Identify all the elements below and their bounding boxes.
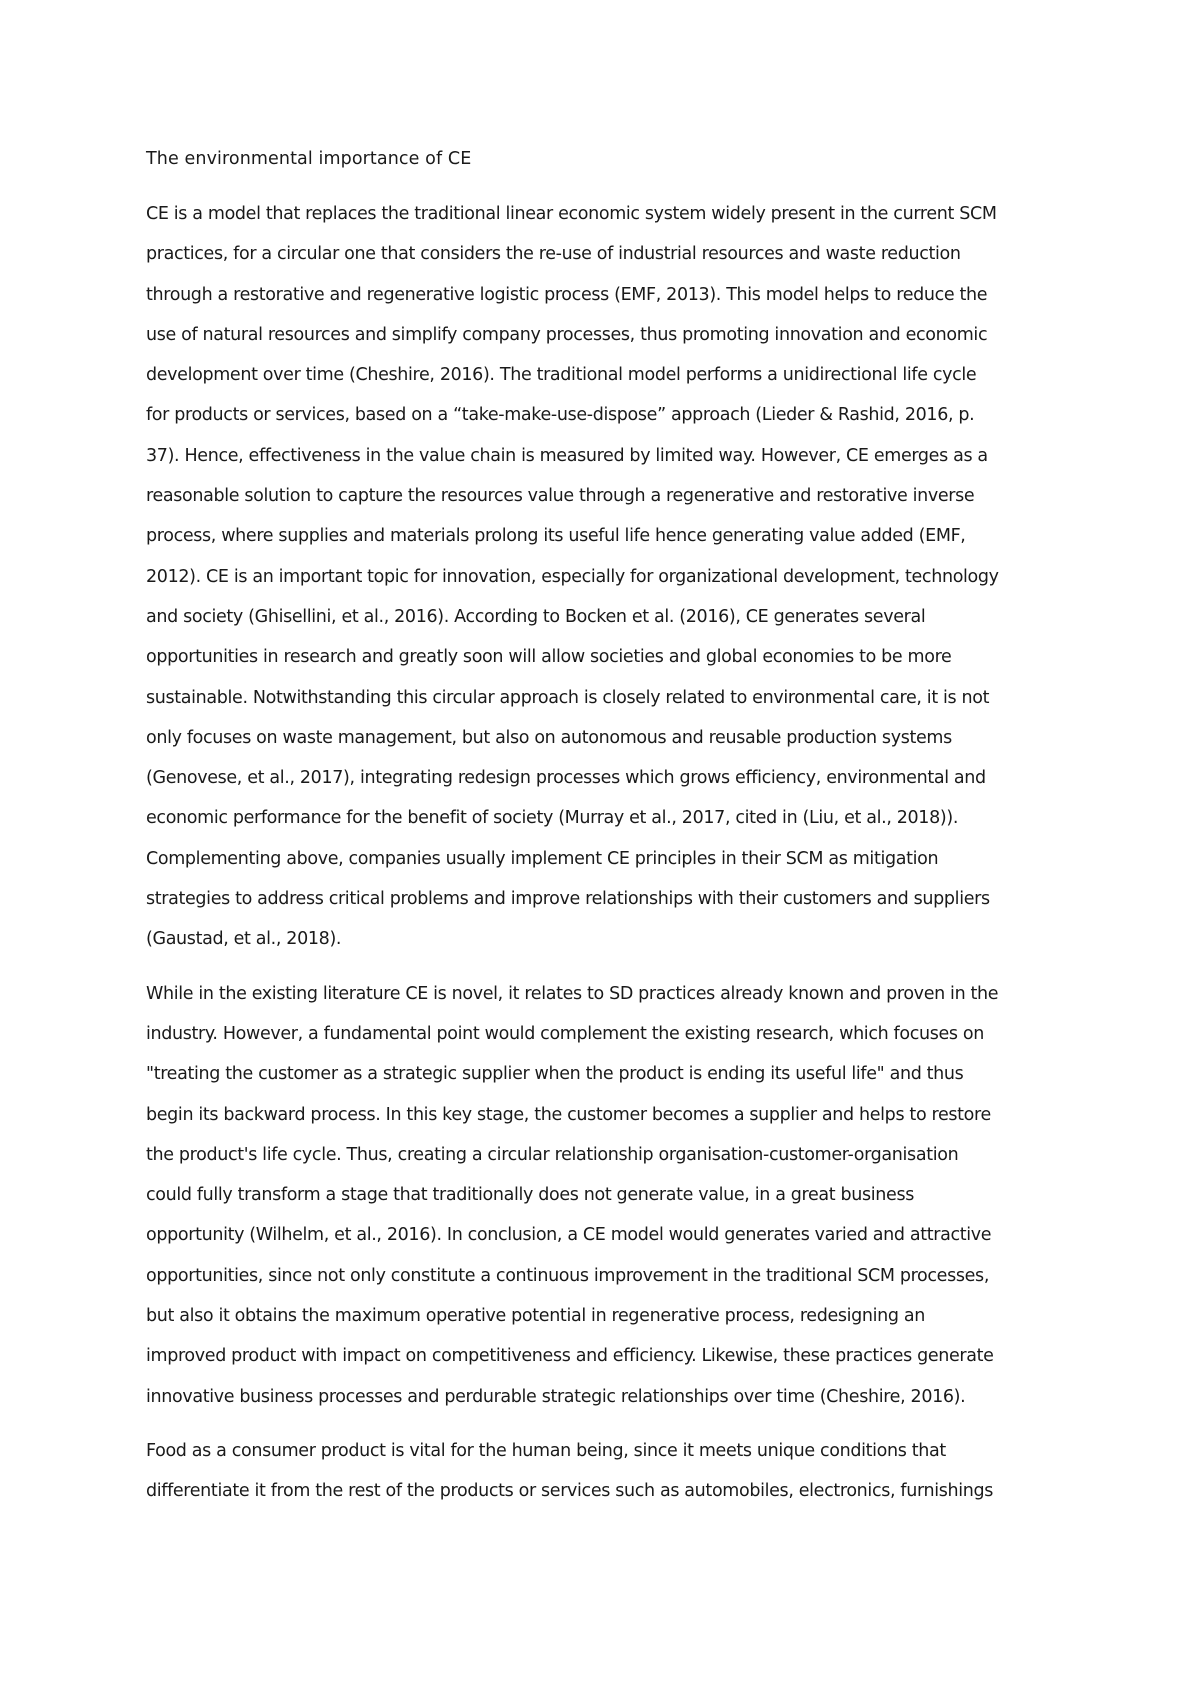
text-line: for products or services, based on a “take-make-use-dispose” approach (Lieder & Rashid, 2016, p. xyxy=(146,405,975,426)
text-line: the product's life cycle. Thus, creating a circular relationship organisation-customer-organisation xyxy=(146,1144,959,1165)
text-line: reasonable solution to capture the resources value through a regenerative and restorative inverse xyxy=(146,486,975,507)
text-line: through a restorative and regenerative logistic process (EMF, 2013). This model helps to reduce the xyxy=(146,284,988,305)
text-line: and society (Ghisellini, et al., 2016). According to Bocken et al. (2016), CE generates several xyxy=(146,606,926,627)
text-line: could fully transform a stage that traditionally does not generate value, in a great business xyxy=(146,1185,914,1206)
text-line: Food as a consumer product is vital for the human being, since it meets unique conditions that xyxy=(146,1440,946,1461)
text-line: development over time (Cheshire, 2016). The traditional model performs a unidirectional life cycle xyxy=(146,365,977,386)
text-line: differentiate it from the rest of the products or services such as automobiles, electronics, furnishings xyxy=(146,1481,994,1502)
text-line: innovative business processes and perdurable strategic relationships over time (Cheshire, 2016). xyxy=(146,1386,966,1407)
paragraphs-container xyxy=(146,194,1071,1512)
text-line: improved product with impact on competitiveness and efficiency. Likewise, these practices generate xyxy=(146,1346,994,1367)
text-line: process, where supplies and materials prolong its useful life hence generating value added (EMF, xyxy=(146,526,966,547)
text-line: Complementing above, companies usually implement CE principles in their SCM as mitigation xyxy=(146,848,939,869)
text-line: practices, for a circular one that considers the re-use of industrial resources and waste reduction xyxy=(146,244,961,265)
paragraph xyxy=(146,974,1071,1417)
text-line: (Genovese, et al., 2017), integrating redesign processes which grows efficiency, environmental and xyxy=(146,768,986,789)
text-line: (Gaustad, et al., 2018). xyxy=(146,929,342,950)
text-line: industry. However, a fundamental point would complement the existing research, which focuses on xyxy=(146,1023,984,1044)
text-line: use of natural resources and simplify company processes, thus promoting innovation and economic xyxy=(146,324,988,345)
paragraph xyxy=(146,1431,1071,1512)
text-line: sustainable. Notwithstanding this circular approach is closely related to environmental care, it is not xyxy=(146,687,990,708)
text-line: but also it obtains the maximum operative potential in regenerative process, redesigning an xyxy=(146,1306,926,1327)
text-line: "treating the customer as a strategic supplier when the product is ending its useful life" and thus xyxy=(146,1064,964,1085)
section-heading: The environmental importance of CE xyxy=(146,149,472,169)
text-line: 37). Hence, effectiveness in the value chain is measured by limited way. However, CE emerges as a xyxy=(146,445,988,466)
text-line: economic performance for the benefit of society (Murray et al., 2017, cited in (Liu, et al., 2018)). xyxy=(146,808,959,829)
text-line: opportunity (Wilhelm, et al., 2016). In conclusion, a CE model would generates varied and attractive xyxy=(146,1225,992,1246)
text-line: CE is a model that replaces the traditional linear economic system widely present in the current SCM xyxy=(146,204,997,224)
text-line: strategies to address critical problems and improve relationships with their customers and suppliers xyxy=(146,889,990,910)
text-line: 2012). CE is an important topic for innovation, especially for organizational development, technology xyxy=(146,566,999,587)
text-line: only focuses on waste management, but also on autonomous and reusable production systems xyxy=(146,727,952,748)
text-line: opportunities, since not only constitute a continuous improvement in the traditional SCM processes, xyxy=(146,1265,990,1286)
paragraph xyxy=(146,194,1071,960)
text-line: While in the existing literature CE is novel, it relates to SD practices already known and proven in the xyxy=(146,983,999,1004)
text-line: opportunities in research and greatly soon will allow societies and global economies to be more xyxy=(146,647,952,668)
document-body xyxy=(146,146,1071,1526)
text-line: begin its backward process. In this key stage, the customer becomes a supplier and helps to restore xyxy=(146,1104,991,1125)
